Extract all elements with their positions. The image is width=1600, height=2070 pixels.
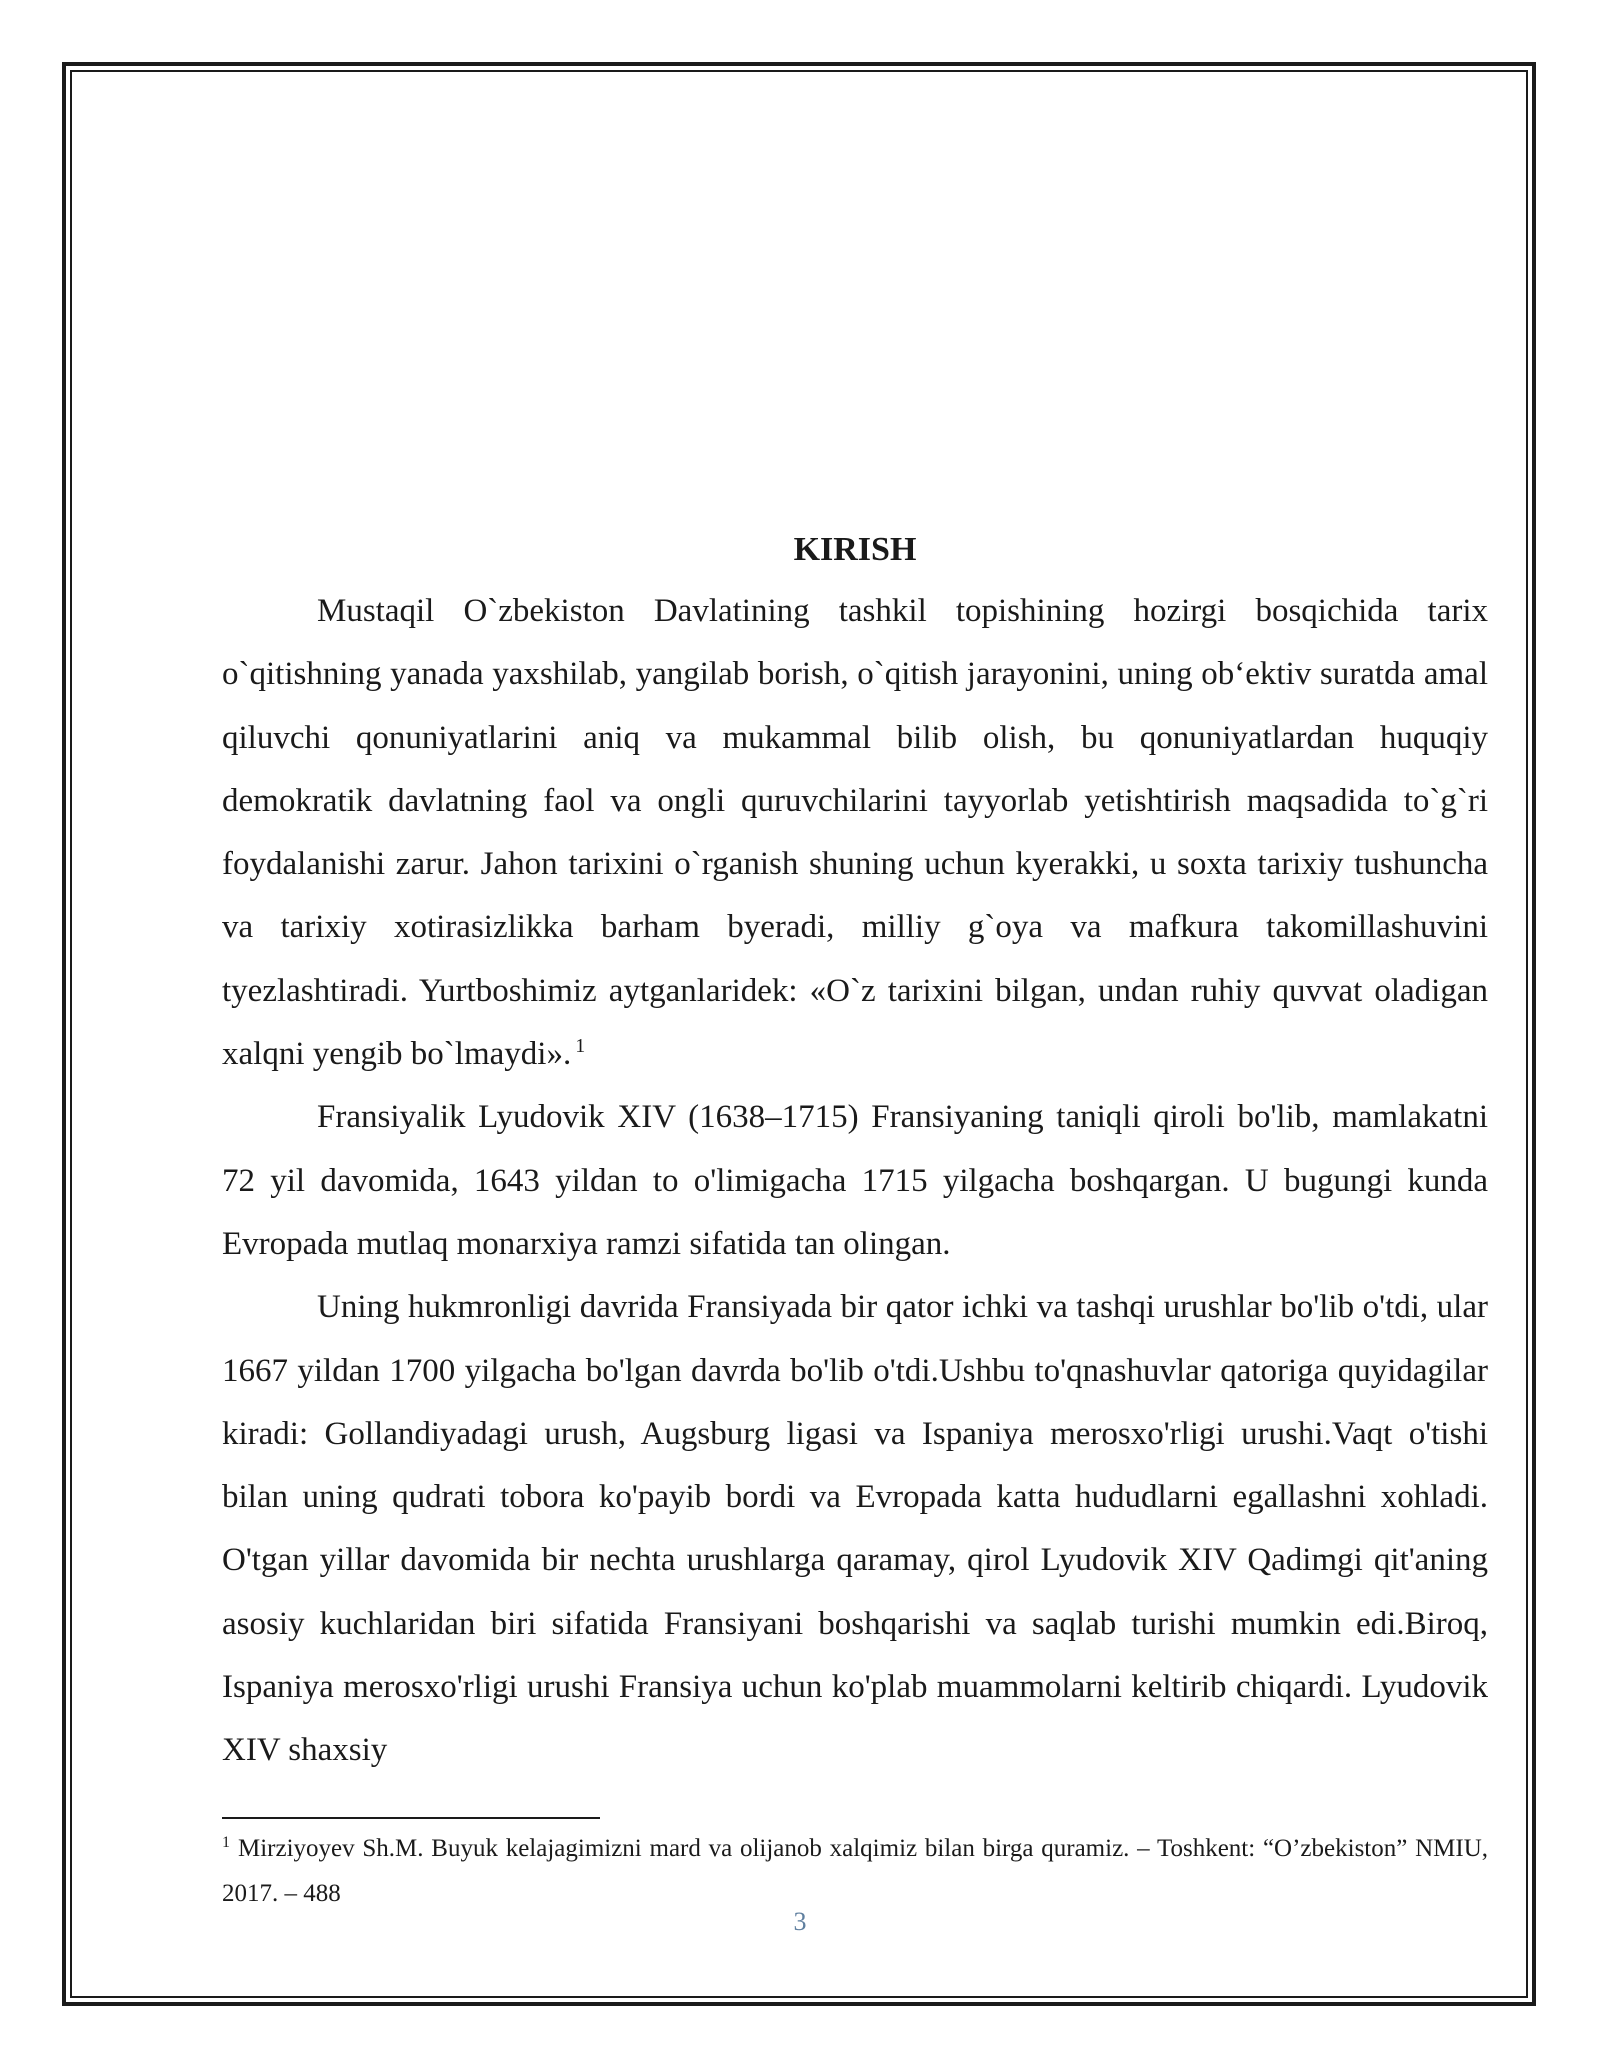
footnote-separator xyxy=(222,1817,600,1819)
paragraph-intro xyxy=(222,580,1488,1086)
paragraph-louis-reign: Fransiyalik Lyudovik XIV (1638–1715) Fransiyaning taniqli qiroli bo'lib, mamlakatni 72 yil davomida, 1643 yildan to o'limigacha 1715 yilgacha boshqargan. U bugungi kunda Evropada mutlaq monarxiya ramzi sifatida tan olingan. xyxy=(222,1099,1488,1262)
footnote-text: Mirziyoyev Sh.M. Buyuk kelajagimizni mard va olijanob xalqimiz bilan birga quramiz. – Toshkent: “O’zbekiston” NMIU, 2017. – 488 xyxy=(222,1835,1488,1907)
document-body xyxy=(222,520,1488,1783)
footnote-reference[interactable]: 1 xyxy=(575,1035,586,1058)
footnote xyxy=(222,1826,1488,1916)
paragraph-wars: Uning hukmronligi davrida Fransiyada bir qator ichki va tashqi urushlar bo'lib o'tdi, ular 1667 yildan 1700 yilgacha bo'lgan davrda bo'lib o'tdi.Ushbu to'qnashuvlar qatoriga quyidagilar kiradi: Gollandiyadagi urush, Augsburg ligasi va Ispaniya merosxo'rligi urushi.Vaqt o'tishi bilan uning qudrati tobora ko'payib bordi va Evropada katta hududlarni egallashni xohladi. O'tgan yillar davomida bir nechta urushlarga qaramay, qirol Lyudovik XIV Qadimgi qit'aning asosiy kuchlaridan biri sifatida Fransiyani boshqarishi va saqlab turishi mumkin edi.Biroq, Ispaniya merosxo'rligi urushi Fransiya uchun ko'plab muammolarni keltirib chiqardi. Lyudovik XIV shaxsiy xyxy=(222,1289,1488,1769)
section-heading: KIRISH xyxy=(793,531,917,568)
page-number: 3 xyxy=(793,1907,807,1936)
paragraph-intro-text: Mustaqil O`zbekiston Davlatining tashkil topishining hozirgi bosqichida tarix o`qitishning yanada yaxshilab, yangilab borish, o`qitish jarayonini, uning ob‘ektiv suratda amal qiluvchi qonuniyatlarini aniq va mukammal bilib olish, bu qonuniyatlardan huquqiy demokratik davlatning faol va ongli quruvchilarini tayyorlab yetishtirish maqsadida to`g`ri foydalanishi zarur. Jahon tarixini o`rganish shuning uchun kyerakki, u soxta tarixiy tushuncha va tarixiy xotirasizlikka barham byeradi, milliy g`oya va mafkura takomillashuvini tyezlashtiradi. Yurtboshimiz aytganlaridek: «O`z tarixini bilgan, undan ruhiy quvvat oladigan xalqni yengib bo`lmaydi». xyxy=(222,593,1488,1073)
footnote-marker: 1 xyxy=(222,1833,230,1851)
